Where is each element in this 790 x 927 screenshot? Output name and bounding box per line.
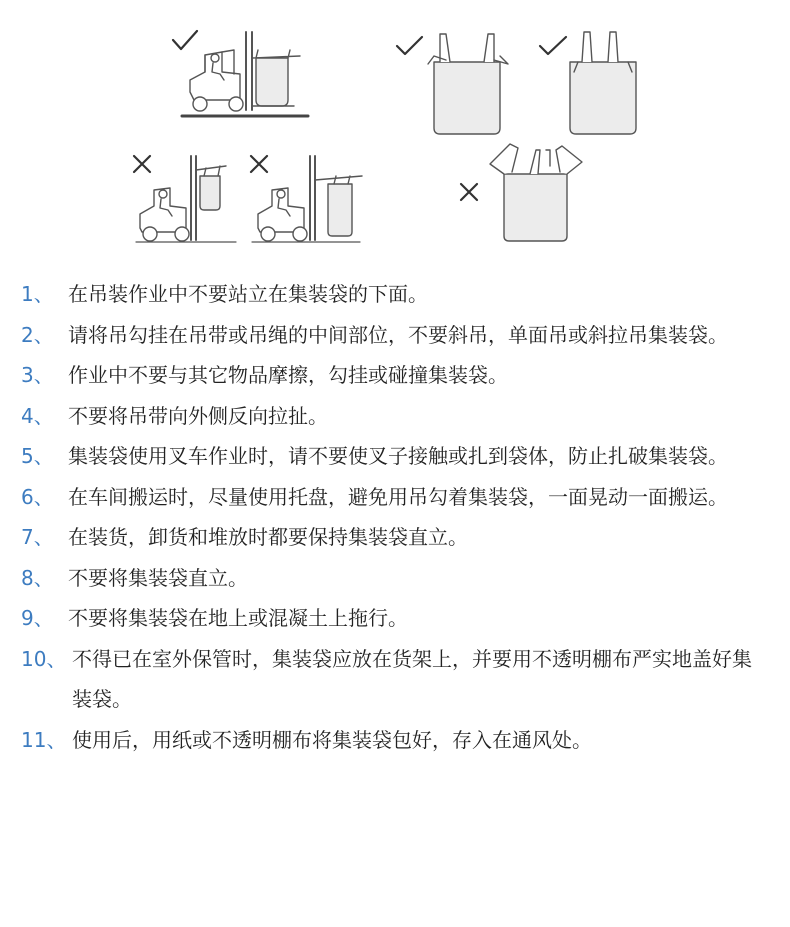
rule-text: 不要将集装袋在地上或混凝土上拖行。 <box>68 606 408 630</box>
rule-number: 2、 <box>21 322 54 347</box>
rule-item <box>0 558 790 599</box>
bag-hanging-correct-1-panel <box>397 34 508 134</box>
check-mark-icon <box>540 37 566 54</box>
rule-text: 请将吊勾挂在吊带或吊绳的中间部位，不要斜吊，单面吊或斜拉吊集装袋。 <box>68 322 728 347</box>
rule-item <box>0 355 790 396</box>
rule-item <box>0 436 790 477</box>
rule-item <box>0 396 790 437</box>
rule-text: 不要将吊带向外侧反向拉扯。 <box>68 403 328 428</box>
rule-item <box>0 720 790 761</box>
rule-text: 不要将集装袋直立。 <box>68 565 248 590</box>
rule-text: 不得已在室外保管时，集装袋应放在货架上，并要用不透明棚布严实地盖好集装袋。 <box>72 646 752 711</box>
rule-number: 1、 <box>21 282 54 306</box>
rule-text: 集装袋使用叉车作业时，请不要使叉子接触或扎到袋体，防止扎破集装袋。 <box>68 444 728 468</box>
cross-mark-icon <box>461 184 477 200</box>
rule-text: 在吊装作业中不要站立在集装袋的下面。 <box>68 282 428 306</box>
cross-mark-icon <box>251 156 267 172</box>
check-mark-icon <box>397 37 422 54</box>
rule-text: 作业中不要与其它物品摩擦，勾挂或碰撞集装袋。 <box>68 363 508 387</box>
rule-item <box>0 315 790 356</box>
rule-number: 10、 <box>21 646 67 671</box>
usage-rules-list <box>0 274 790 760</box>
cross-mark-icon <box>134 156 150 172</box>
bag-hanging-correct-2-panel <box>540 32 636 134</box>
forklift-wrong-2-panel <box>251 156 362 242</box>
rule-item <box>0 639 790 720</box>
rule-number: 7、 <box>21 525 54 549</box>
forklift-wrong-1-panel <box>134 156 236 242</box>
rule-number: 5、 <box>21 444 54 468</box>
bag-slanted-wrong-panel <box>461 144 582 241</box>
rule-text: 在车间搬运时，尽量使用托盘，避免用吊勾着集装袋，一面晃动一面搬运。 <box>68 484 728 509</box>
rule-number: 4、 <box>21 403 54 428</box>
rule-item <box>0 598 790 639</box>
illustration-area <box>0 0 790 262</box>
rule-item <box>0 517 790 558</box>
rule-number: 11、 <box>21 727 67 752</box>
rule-item <box>0 274 790 315</box>
rule-text: 在装货，卸货和堆放时都要保持集装袋直立。 <box>68 525 468 549</box>
rule-number: 3、 <box>21 363 54 387</box>
forklift-correct-panel <box>173 31 308 116</box>
rule-number: 8、 <box>21 565 54 590</box>
rule-number: 6、 <box>21 484 54 509</box>
rule-number: 9、 <box>21 606 54 630</box>
rule-text: 使用后，用纸或不透明棚布将集装袋包好，存入在通风处。 <box>72 727 592 752</box>
rule-item <box>0 477 790 518</box>
check-mark-icon <box>173 31 197 49</box>
